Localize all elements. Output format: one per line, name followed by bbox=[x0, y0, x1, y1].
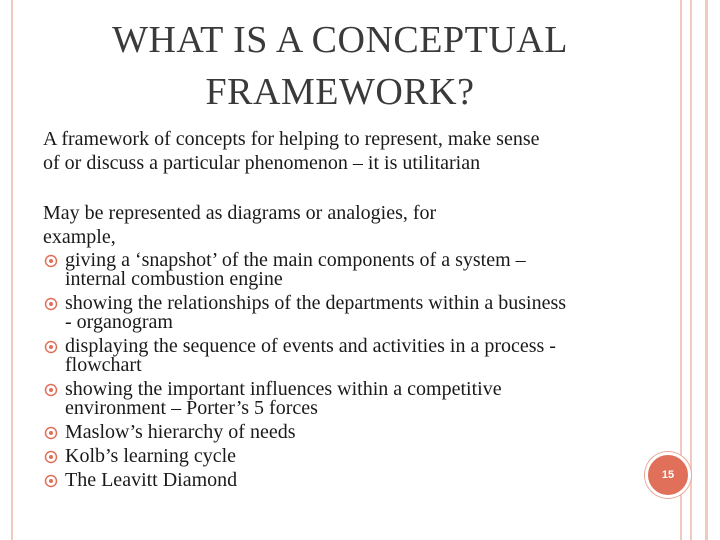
list-item bbox=[43, 471, 633, 490]
lead-line-2: example, bbox=[43, 226, 116, 248]
page-number: 15 bbox=[661, 469, 675, 481]
intro-line-2: of or discuss a particular phenomenon – it is utilitarian bbox=[43, 152, 481, 174]
list-item-line-1: The Leavitt Diamond bbox=[65, 469, 238, 491]
circle-bullet-icon bbox=[43, 296, 59, 312]
circle-bullet-icon bbox=[43, 425, 59, 441]
list-item-line-2: flowchart bbox=[65, 354, 142, 376]
list-item bbox=[43, 251, 633, 289]
list-item bbox=[43, 447, 633, 466]
list-item-line-2: environment – Porter’s 5 forces bbox=[65, 397, 318, 419]
list-item-line-1: Maslow’s hierarchy of needs bbox=[65, 421, 296, 443]
list-item-line-1: giving a ‘snapshot’ of the main components of a system – bbox=[65, 249, 526, 271]
lead-line-1: May be represented as diagrams or analogies, for bbox=[43, 202, 437, 224]
list-item-line-1: showing the important influences within a competitive bbox=[65, 378, 502, 400]
list-item-line-2: - organogram bbox=[65, 311, 173, 333]
intro-line-1: A framework of concepts for helping to represent, make sense bbox=[43, 128, 540, 150]
title-line-1: WHAT IS A CONCEPTUAL bbox=[112, 19, 568, 61]
slide-border-right-outer bbox=[705, 0, 708, 540]
bullet-list bbox=[43, 251, 633, 490]
list-item-line-1: showing the relationships of the departments within a business bbox=[65, 292, 567, 314]
circle-bullet-icon bbox=[43, 253, 59, 269]
circle-bullet-icon bbox=[43, 339, 59, 355]
list-item-line-1: displaying the sequence of events and activities in a process - bbox=[65, 335, 556, 357]
list-item-line-1: Kolb’s learning cycle bbox=[65, 445, 237, 467]
circle-bullet-icon bbox=[43, 382, 59, 398]
list-item-line-2: internal combustion engine bbox=[65, 268, 283, 290]
circle-bullet-icon bbox=[43, 473, 59, 489]
list-item bbox=[43, 294, 633, 332]
lead-paragraph bbox=[43, 201, 633, 249]
list-item bbox=[43, 423, 633, 442]
intro-paragraph bbox=[43, 127, 643, 175]
list-item bbox=[43, 380, 633, 418]
circle-bullet-icon bbox=[43, 449, 59, 465]
body-content bbox=[43, 201, 633, 495]
page-number-badge bbox=[645, 452, 691, 498]
slide-border-left bbox=[11, 0, 13, 540]
list-item bbox=[43, 337, 633, 375]
title-line-2: FRAMEWORK? bbox=[205, 71, 475, 113]
slide-title bbox=[40, 14, 640, 118]
slide-border-right-inner bbox=[690, 0, 692, 540]
